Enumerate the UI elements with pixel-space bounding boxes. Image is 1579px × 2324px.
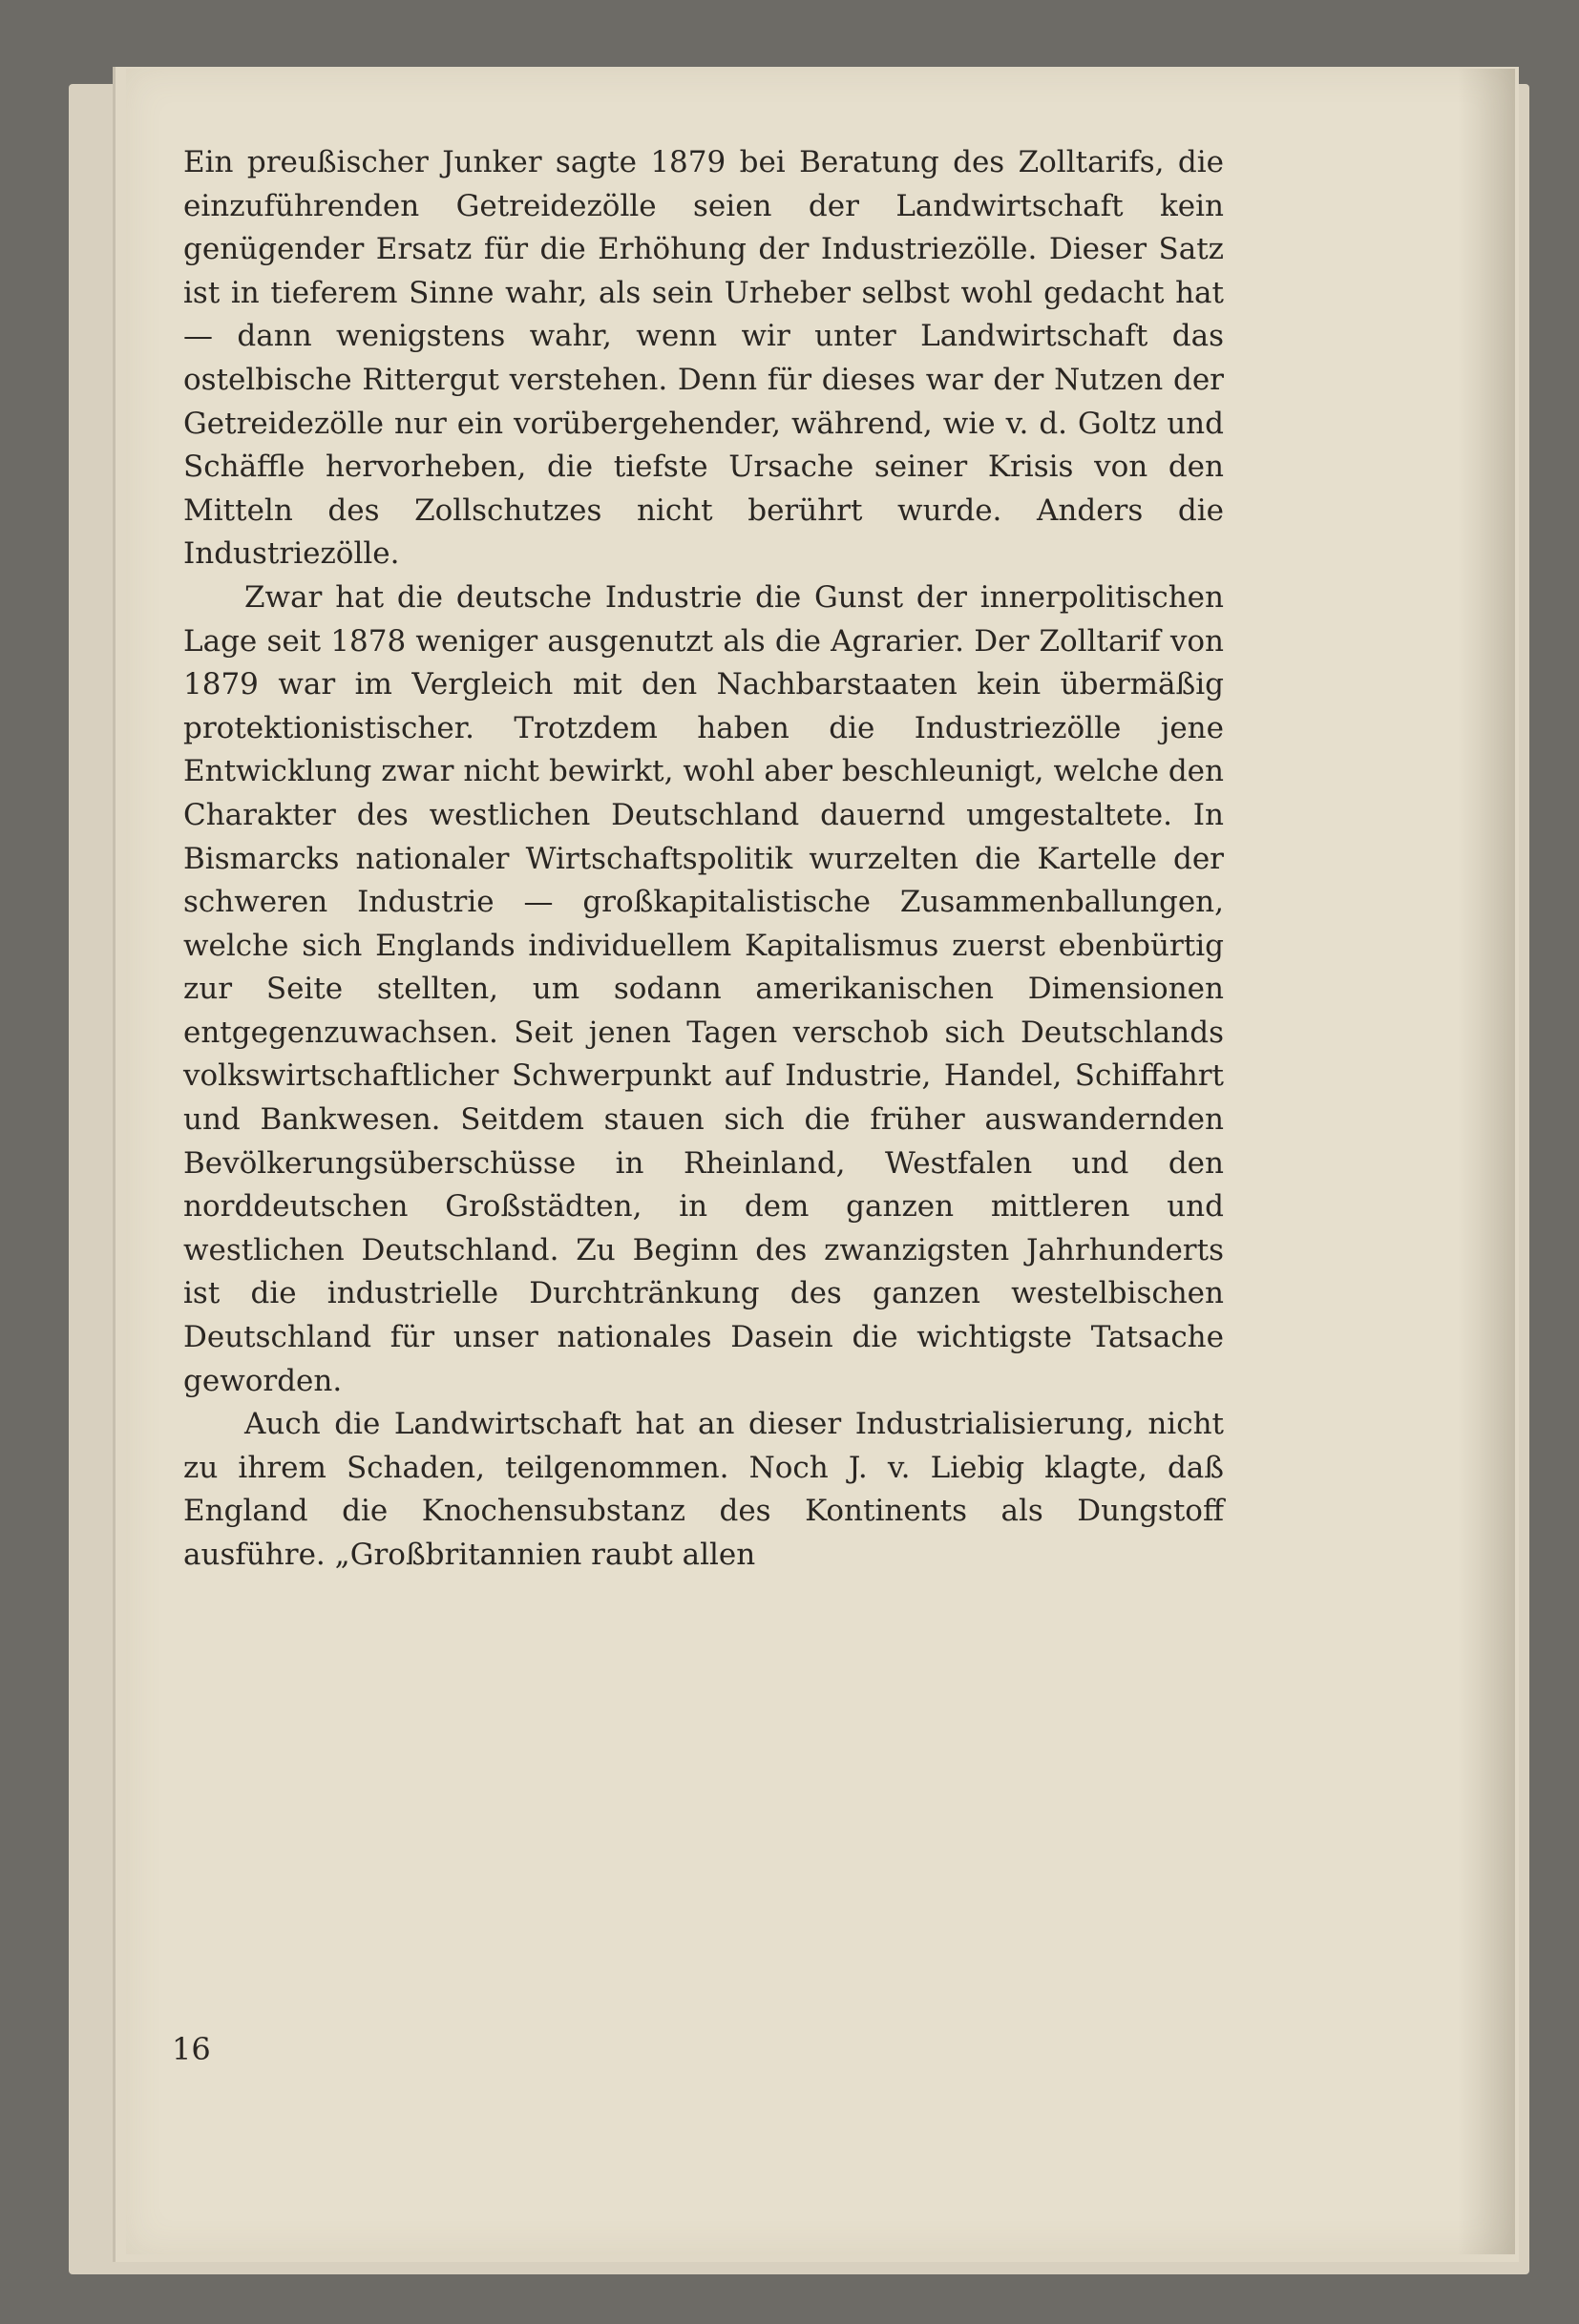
gutter-shadow: [1458, 69, 1515, 2254]
paragraph-2: Zwar hat die deutsche Industrie die Gunst der innerpolitischen Lage seit 1878 weniger ausgenutzt als die Agrarier. Der Zolltarif von 1879 war im Vergleich mit den Nachbarstaaten kein übermäßig protektionistischer. Trotzdem haben die Industriezölle jene Entwicklung zwar nicht bewirkt, wohl aber beschleunigt, welche den Charakter des westlichen Deutschland dauernd umgestaltete. In Bismarcks nationaler Wirtschaftspolitik wurzelten die Kartelle der schweren Industrie — großkapitalistische Zusammenballungen, welche sich Englands individuellem Kapitalismus zuerst ebenbürtig zur Seite stellten, um sodann amerikanischen Dimensionen entgegenzuwachsen. Seit jenen Tagen verschob sich Deutschlands volkswirtschaftlicher Schwerpunkt auf Industrie, Handel, Schiffahrt und Bankwesen. Seitdem stauen sich die früher auswandernden Bevölkerungsüberschüsse in Rheinland, Westfalen und den norddeutschen Großstädten, in dem ganzen mittleren und westlichen Deutschland. Zu Beginn des zwanzigsten Jahrhunderts ist die industrielle Durchtränkung des ganzen westelbischen Deutschland für unser nationales Dasein die wichtigste Tatsache geworden.: [183, 579, 1224, 1398]
paragraph-1: Ein preußischer Junker sagte 1879 bei Beratung des Zolltarifs, die einzuführenden Getreidezölle seien der Landwirtschaft kein genügender Ersatz für die Erhöhung der Industriezölle. Dieser Satz ist in tieferem Sinne wahr, als sein Urheber selbst wohl gedacht hat — dann wenigstens wahr, wenn wir unter Landwirtschaft das ostelbische Rittergut verstehen. Denn für dieses war der Nutzen der Getreidezölle nur ein vorübergehender, während, wie v. d. Goltz und Schäffle hervorheben, die tiefste Ursache seiner Krisis von den Mitteln des Zollschutzes nicht berührt wurde. Anders die Industriezölle.: [183, 145, 1224, 572]
page-number: 16: [172, 2031, 211, 2067]
body-text: [183, 141, 1224, 1578]
paragraph-3: Auch die Landwirtschaft hat an dieser Industrialisierung, nicht zu ihrem Schaden, teilgenommen. Noch J. v. Liebig klagte, daß England die Knochensubstanz des Kontinents als Dungstoff ausführe. „Großbritannien raubt allen: [183, 1407, 1224, 1572]
